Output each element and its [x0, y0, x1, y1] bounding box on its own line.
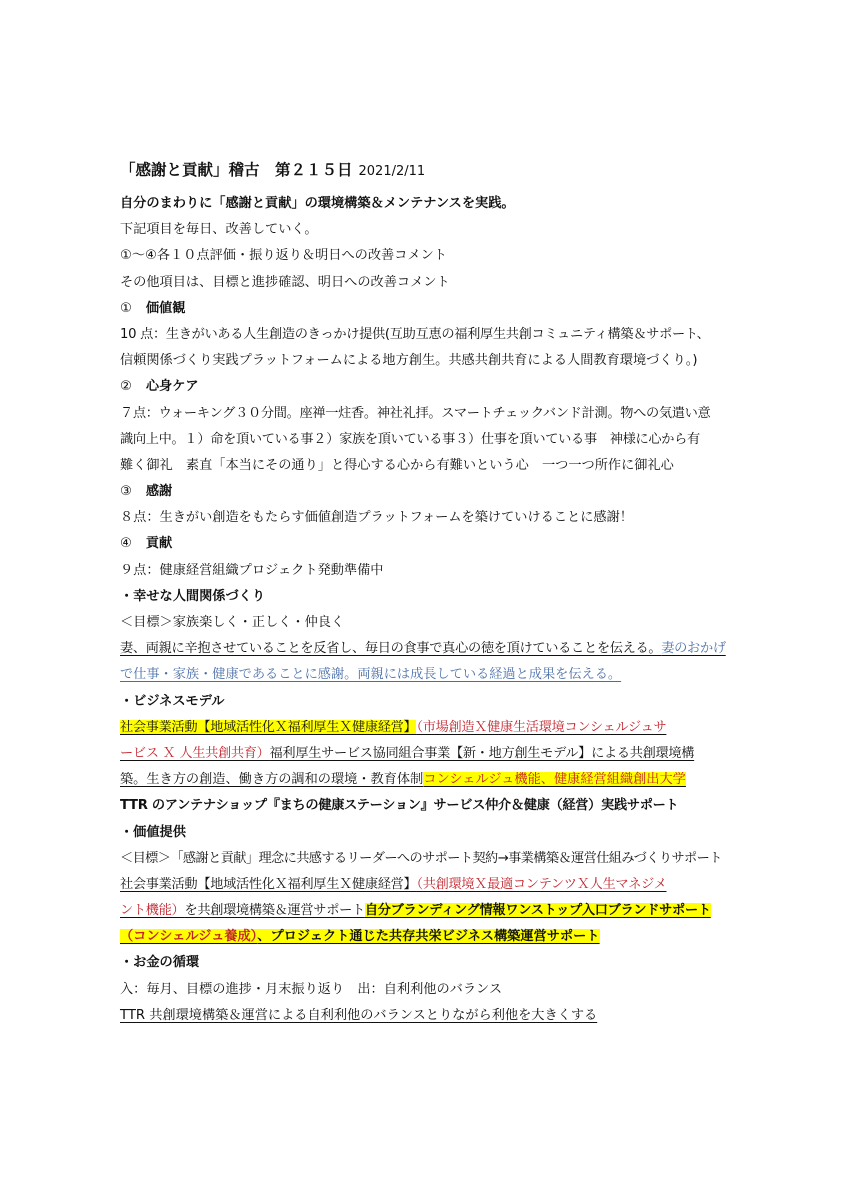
intro-line: 下記項目を毎日、改善していく。 — [120, 222, 318, 238]
section-text: 難く御礼 素直「本当にその通り」と得心する心から有難いという心 一つ一つ所作に御礼心 — [120, 457, 674, 473]
business-line: ービス Ｘ 人生共創共育）福利厚生サービス協同組合事業【新・地方創生モデル】による共創環境構 — [120, 745, 695, 761]
section-heading-care: ② 心身ケア — [120, 379, 199, 395]
intro-heading: 自分のまわりに「感謝と貢献」の環境構築＆メンテナンスを実践。 — [120, 196, 515, 211]
value-line: ント機能）を共創環境構築＆運営サポート自分ブランディング情報ワンストップ入口ブランドサポート — [120, 903, 711, 919]
section-heading-values: ① 価値観 — [120, 300, 186, 316]
money-line: 入：毎月、目標の進捗・月末振り返り 出：自利利他のバランス — [120, 981, 503, 997]
business-line: TTR のアンテナショップ『まちの健康ステーション』サービス仲介＆健康（経営）実践サポート — [120, 798, 679, 814]
section-heading-gratitude: ③ 感謝 — [120, 484, 173, 500]
title-date: 2021/2/11 — [358, 164, 426, 179]
value-line: 社会事業活動【地域活性化Ｘ福利厚生Ｘ健康経営】（共創環境Ｘ最適コンテンツＸ人生マネジメ — [120, 876, 667, 892]
section-heading-contribution: ④ 貢献 — [120, 536, 173, 552]
business-line: 築。生き方の創造、働き方の調和の環境・教育体制コンシェルジュ機能、健康経営組織創出大学 — [120, 772, 686, 788]
section-text: 10 点：生きがいある人生創造のきっかけ提供(互助互恵の福利厚生共創コミュニティ構築＆サポート、 — [120, 326, 710, 342]
section-text: 識向上中。１）命を頂いている事２）家族を頂いている事３）仕事を頂いている事 神様に心から有 — [120, 431, 700, 447]
value-goal: ＜目標＞「感謝と貢献」理念に共感するリーダーへのサポート契約→事業構築＆運営仕組みづくりサポート — [120, 850, 722, 866]
money-heading: ・お金の循環 — [120, 955, 200, 971]
section-text: ８点：生きがい創造をもたらす価値創造プラットフォームを築けていけることに感謝！ — [120, 510, 633, 526]
value-line: （コンシェルジュ養成）、プロジェクト通じた共存共栄ビジネス構築運営サポート — [120, 929, 600, 945]
page-title — [120, 158, 425, 180]
section-text: ７点：ウォーキング３０分間。座禅一炷香。神社礼拝。スマートチェックバンド計測。物への気遣い意 — [120, 405, 711, 421]
relations-line: で仕事・家族・健康であることに感謝。両親には成長している経過と成果を伝える。 — [120, 667, 622, 683]
business-heading: ・ビジネスモデル — [120, 693, 225, 709]
value-heading: ・価値提供 — [120, 824, 186, 840]
money-line: TTR 共創環境構築＆運営による自利利他のバランスとりながら利他を大きくする — [120, 1007, 598, 1023]
section-text: ９点：健康経営組織プロジェクト発動準備中 — [120, 562, 384, 578]
intro-line: ①～④各１０点評価・振り返り＆明日への改善コメント — [120, 248, 447, 264]
title-text: 「感謝と貢献」稽古 第２１５日 — [120, 161, 353, 179]
relations-goal: ＜目標＞家族楽しく・正しく・仲良く — [120, 615, 345, 630]
document-body — [120, 191, 732, 1029]
section-text: 信頼関係づくり実践プラットフォームによる地方創生。共感共創共育による人間教育環境づくり。) — [120, 353, 698, 369]
business-line: 社会事業活動【地域活性化Ｘ福利厚生Ｘ健康経営】（市場創造Ｘ健康生活環境コンシェルジュサ — [120, 719, 667, 735]
intro-line: その他項目は、目標と進捗確認、明日への改善コメント — [120, 274, 450, 290]
relations-heading: ・幸せな人間関係づくり — [120, 588, 266, 604]
relations-line: 妻、両親に辛抱させていることを反省し、毎日の食事で真心の徳を頂けていることを伝える。妻のおかげ — [120, 641, 726, 657]
